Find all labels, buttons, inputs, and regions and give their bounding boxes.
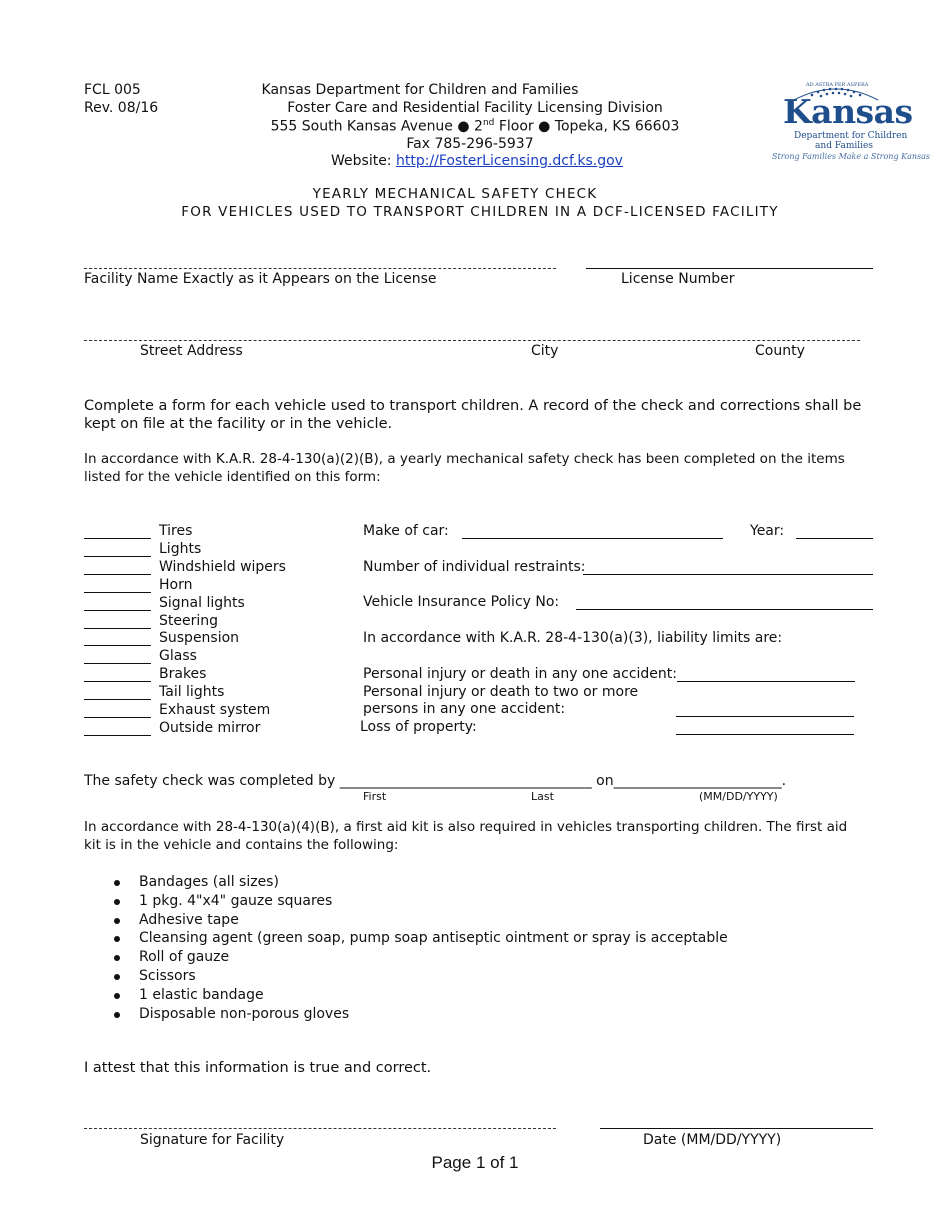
- checklist-blank[interactable]: [84, 735, 151, 736]
- logo-wordmark: Kansas: [783, 92, 913, 131]
- checklist-item-label: Tires: [159, 523, 193, 539]
- form-title-line-2: FOR VEHICLES USED TO TRANSPORT CHILDREN IN A DCF-LICENSED FACILITY: [181, 204, 779, 220]
- first-aid-item: Adhesive tape: [110, 911, 728, 930]
- logo-tagline: Strong Families Make a Strong Kansas: [772, 152, 931, 161]
- checklist-blank[interactable]: [84, 556, 151, 557]
- completion-prefix: The safety check was completed by: [84, 773, 336, 789]
- page-number: Page 1 of 1: [431, 1153, 519, 1172]
- first-aid-item: Scissors: [110, 967, 728, 986]
- first-aid-item: Bandages (all sizes): [110, 873, 728, 892]
- facility-name-line[interactable]: [84, 268, 556, 269]
- restraints-label: Number of individual restraints:: [363, 559, 586, 575]
- make-label: Make of car:: [363, 523, 449, 539]
- checklist-item-label: Tail lights: [159, 684, 225, 701]
- checklist-blank[interactable]: [84, 645, 151, 646]
- personal-two-label-b: persons in any one accident:: [363, 701, 566, 717]
- property-label: Loss of property:: [360, 719, 477, 735]
- year-field[interactable]: [796, 538, 873, 539]
- instructions-line-1: Complete a form for each vehicle used to transport children. A record of the check and corrections shall be: [84, 398, 862, 414]
- first-aid-item: 1 elastic bandage: [110, 986, 728, 1005]
- insurance-field[interactable]: [576, 609, 873, 610]
- first-aid-line-2: kit is in the vehicle and contains the following:: [84, 837, 399, 853]
- checklist-item-label: Exhaust system: [159, 702, 271, 718]
- checklist-item-label: Glass: [159, 648, 197, 665]
- first-aid-item: Cleansing agent (green soap, pump soap antiseptic ointment or spray is acceptable: [110, 929, 728, 948]
- website-label: Website:: [331, 153, 392, 169]
- kansas-dcf-logo: [772, 80, 931, 164]
- regulation-line-1: In accordance with K.A.R. 28-4-130(a)(2)(B), a yearly mechanical safety check has been completed on the items: [84, 451, 845, 467]
- liability-intro: In accordance with K.A.R. 28-4-130(a)(3), liability limits are:: [363, 630, 783, 646]
- form-title-line-1: YEARLY MECHANICAL SAFETY CHECK: [312, 186, 598, 202]
- checklist-blank[interactable]: [84, 681, 151, 682]
- license-number-line[interactable]: [586, 268, 873, 269]
- first-aid-item: Disposable non-porous gloves: [110, 1005, 728, 1024]
- checklist-blank[interactable]: [84, 663, 151, 664]
- fax-number: Fax 785-296-5937: [406, 136, 534, 152]
- checklist-blank[interactable]: [84, 574, 151, 575]
- checklist-blank[interactable]: [84, 610, 151, 611]
- insurance-label: Vehicle Insurance Policy No:: [363, 594, 560, 610]
- logo-subtitle-1: Department for Children: [794, 131, 908, 141]
- facility-name-label: Facility Name Exactly as it Appears on the License: [84, 271, 437, 287]
- checklist-item-label: Horn: [159, 576, 193, 593]
- checklist-blank[interactable]: [84, 717, 151, 718]
- property-field[interactable]: [676, 734, 854, 735]
- first-aid-line-1: In accordance with 28-4-130(a)(4)(B), a first aid kit is also required in vehicles transporting children. The first aid: [84, 819, 848, 835]
- checklist-item-label: Brakes: [159, 666, 207, 683]
- inspector-name-field[interactable]: ____________________________________: [339, 773, 592, 789]
- street-address-label: Street Address: [140, 343, 243, 359]
- checklist-item-label: Steering: [159, 612, 219, 629]
- signature-label: Signature for Facility: [140, 1132, 285, 1148]
- instructions-line-2: kept on file at the facility or in the vehicle.: [84, 416, 393, 432]
- personal-two-label-a: Personal injury or death to two or more: [363, 684, 639, 700]
- last-name-caption: Last: [531, 790, 554, 803]
- form-number: FCL 005: [84, 82, 141, 98]
- attest-statement: I attest that this information is true and correct.: [84, 1060, 432, 1076]
- agency-name: Kansas Department for Children and Families: [261, 82, 579, 98]
- signature-date-label: Date (MM/DD/YYYY): [643, 1132, 782, 1148]
- revision-date: Rev. 08/16: [84, 100, 159, 116]
- division-name: Foster Care and Residential Facility Licensing Division: [287, 100, 663, 116]
- city-label: City: [531, 343, 559, 359]
- mailing-address: 555 South Kansas Avenue ● 2nd Floor ● Topeka, KS 66603: [270, 118, 680, 135]
- checklist-item-label: Lights: [159, 540, 202, 557]
- checklist-blank[interactable]: [84, 538, 151, 539]
- personal-one-label: Personal injury or death in any one accident:: [363, 666, 677, 682]
- signature-line[interactable]: [84, 1128, 556, 1129]
- website-line: [331, 153, 623, 169]
- personal-two-field[interactable]: [676, 716, 854, 717]
- date-format-caption: (MM/DD/YYYY): [699, 790, 778, 803]
- signature-date-line[interactable]: [600, 1128, 873, 1129]
- logo-motto: AD ASTRA PER ASPERA: [806, 82, 869, 88]
- completion-line: The safety check was completed by ____________________________________ on________________________.: [84, 773, 787, 789]
- first-aid-item: Roll of gauze: [110, 948, 728, 967]
- logo-subtitle-2: and Families: [815, 141, 873, 151]
- license-number-label: License Number: [621, 271, 735, 287]
- checklist-item-label: Windshield wipers: [159, 558, 286, 575]
- regulation-line-2: listed for the vehicle identified on this form:: [84, 469, 381, 485]
- on-label: on: [596, 773, 614, 789]
- checklist-blank[interactable]: [84, 592, 151, 593]
- personal-one-field[interactable]: [677, 681, 855, 682]
- restraints-field[interactable]: [583, 574, 873, 575]
- first-aid-item: 1 pkg. 4"x4" gauze squares: [110, 892, 728, 911]
- website-link[interactable]: http://FosterLicensing.dcf.ks.gov: [395, 153, 623, 169]
- address-line[interactable]: [84, 340, 860, 341]
- year-label: Year:: [750, 523, 785, 539]
- checklist-blank[interactable]: [84, 699, 151, 700]
- first-name-caption: First: [363, 790, 387, 803]
- make-field[interactable]: [462, 538, 723, 539]
- county-label: County: [755, 343, 805, 359]
- checklist-item-label: Suspension: [159, 630, 240, 647]
- first-aid-list: [110, 873, 728, 1023]
- checklist-item-label: Outside mirror: [159, 719, 261, 736]
- checklist-blank[interactable]: [84, 628, 151, 629]
- completion-date-field[interactable]: ________________________: [613, 773, 782, 789]
- checklist-item-label: Signal lights: [159, 594, 245, 611]
